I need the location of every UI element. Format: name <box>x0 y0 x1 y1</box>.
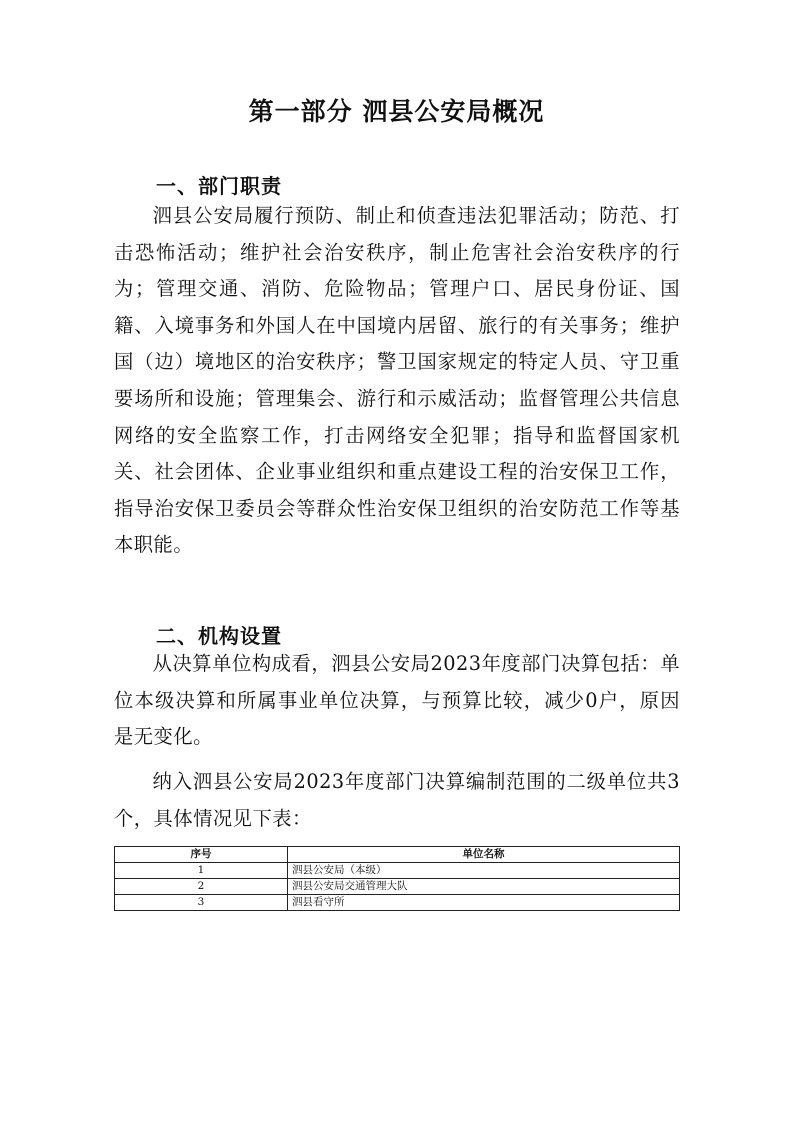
header-unit-name: 单位名称 <box>288 847 680 863</box>
section-heading-organization: 二、机构设置 <box>156 624 282 648</box>
row-unit-name: 泗县公安局（本级） <box>288 863 680 879</box>
section-heading-duties: 一、部门职责 <box>156 174 282 198</box>
organization-paragraph-2: 纳入泗县公安局2023年度部门决算编制范围的二级单位共3个，具体情况见下表： <box>114 770 680 830</box>
row-serial-number: 1 <box>115 863 288 879</box>
header-serial-number: 序号 <box>115 847 288 863</box>
table-header-row <box>115 847 680 863</box>
row-serial-number: 2 <box>115 879 288 895</box>
row-unit-name: 泗县看守所 <box>288 895 680 911</box>
organization-paragraph-1: 从决算单位构成看，泗县公安局2023年度部门决算包括：单位本级决算和所属事业单位决算，与预算比较，减少0户，原因是无变化。 <box>114 652 680 749</box>
table-row <box>115 895 680 911</box>
units-table <box>114 846 680 911</box>
row-serial-number: 3 <box>115 895 288 911</box>
row-unit-name: 泗县公安局交通管理大队 <box>288 879 680 895</box>
table-row <box>115 879 680 895</box>
table-row <box>115 863 680 879</box>
duties-paragraph: 泗县公安局履行预防、制止和侦查违法犯罪活动；防范、打击恐怖活动；维护社会治安秩序，制止危害社会治安秩序的行为；管理交通、消防、危险物品；管理户口、居民身份证、国籍、入境事务和外国人在中国境内居留、旅行的有关事务；维护国（边）境地区的治安秩序；警卫国家规定的特定人员、守卫重要场所和设施；管理集会、游行和示威活动；监督管理公共信息网络的安全监察工作，打击网络安全犯罪；指导和监督国家机关、社会团体、企业事业组织和重点建设工程的治安保卫工作，指导治安保卫委员会等群众性治安保卫组织的治安防范工作等基本职能。 <box>114 204 680 557</box>
page-title: 第一部分 泗县公安局概况 <box>248 97 545 126</box>
